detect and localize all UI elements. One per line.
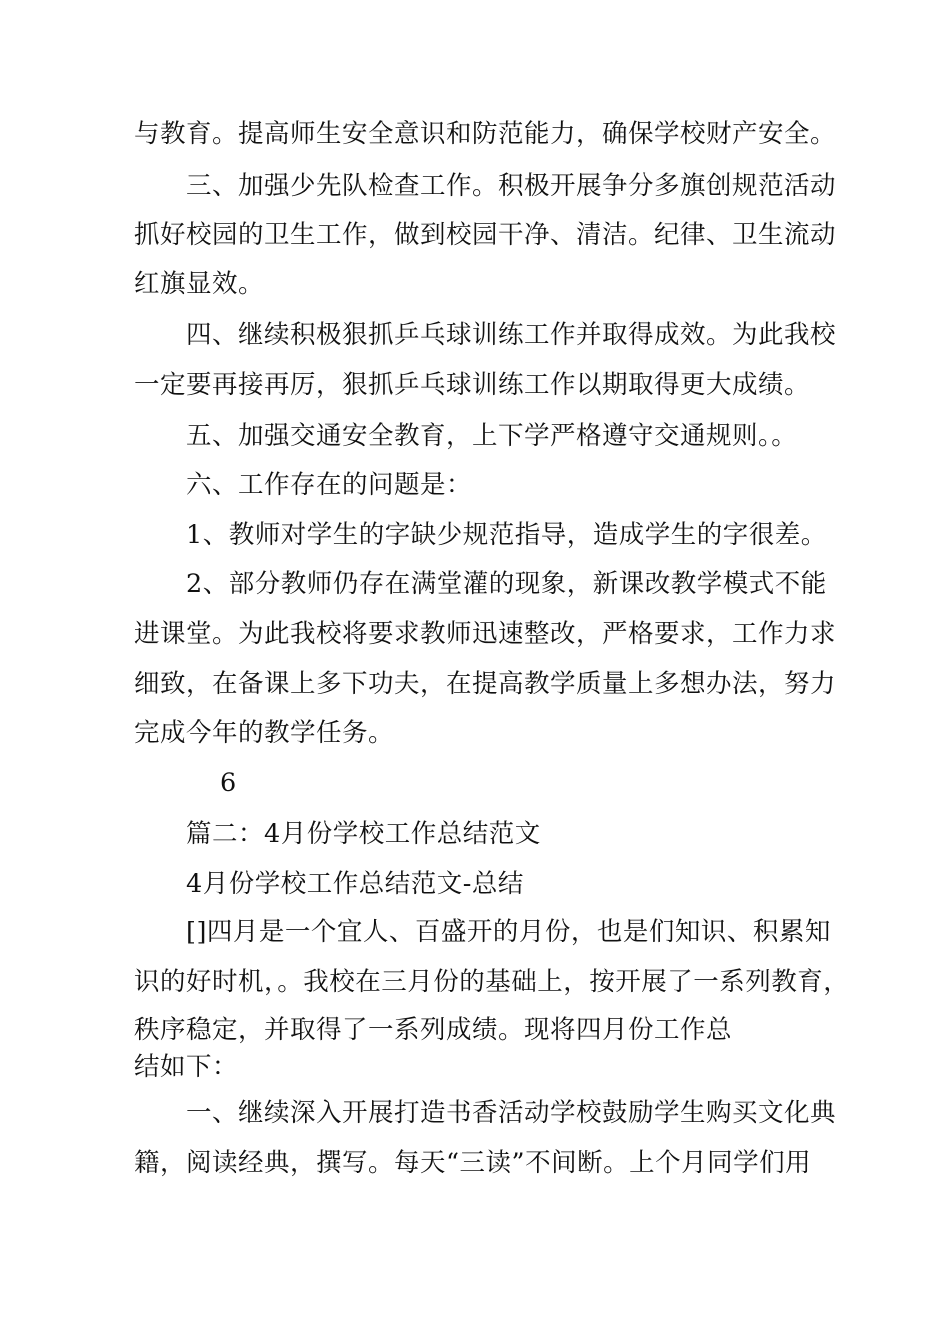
text-line: 抓好校园的卫生工作，做到校园干净、清洁。纪律、卫生流动	[134, 220, 837, 250]
text-line: 秩序稳定，并取得了一系列成绩。现将四月份工作总	[134, 1015, 733, 1045]
text-line: 籍，阅读经典，撰写。每天“三读”不间断。上个月同学们用	[134, 1148, 812, 1178]
text-line: 识的好时机，。我校在三月份的基础上，按开展了一系列教育，	[134, 967, 850, 997]
paragraph-heading: 三、加强少先队检查工作。积极开展争分多旗创规范活动	[186, 171, 837, 201]
paragraph-heading: 四、继续积极狠抓乒乓球训练工作并取得成效。为此我校	[186, 320, 837, 350]
section-title: 篇二：4月份学校工作总结范文	[186, 819, 541, 849]
text-line: 进课堂。为此我校将要求教师迅速整改，严格要求，工作力求	[134, 619, 837, 649]
page-number: 6	[220, 768, 237, 798]
list-item: 1、教师对学生的字缺少规范指导，造成学生的字很差。	[186, 520, 827, 550]
paragraph-heading: 一、继续深入开展打造书香活动学校鼓励学生购买文化典	[186, 1098, 837, 1128]
text-line: 细致，在备课上多下功夫，在提高教学质量上多想办法，努力	[134, 669, 837, 699]
text-line: 与教育。提高师生安全意识和防范能力，确保学校财产安全。	[134, 119, 837, 149]
document-subtitle: 4月份学校工作总结范文-总结	[186, 869, 524, 899]
paragraph-heading: 五、加强交通安全教育，上下学严格遵守交通规则。。	[186, 421, 798, 451]
text-line: 结如下：	[134, 1052, 239, 1082]
text-line: 红旗显效。	[134, 269, 265, 299]
paragraph-heading: 六、工作存在的问题是：	[186, 470, 473, 500]
text-line: 完成今年的教学任务。	[134, 718, 395, 748]
list-item: 2、部分教师仍存在满堂灌的现象，新课改教学模式不能	[186, 569, 827, 599]
text-line: []四月是一个宜人、百盛开的月份，也是们知识、积累知	[186, 917, 831, 947]
text-line: 一定要再接再厉，狠抓乒乓球训练工作以期取得更大成绩。	[134, 370, 811, 400]
